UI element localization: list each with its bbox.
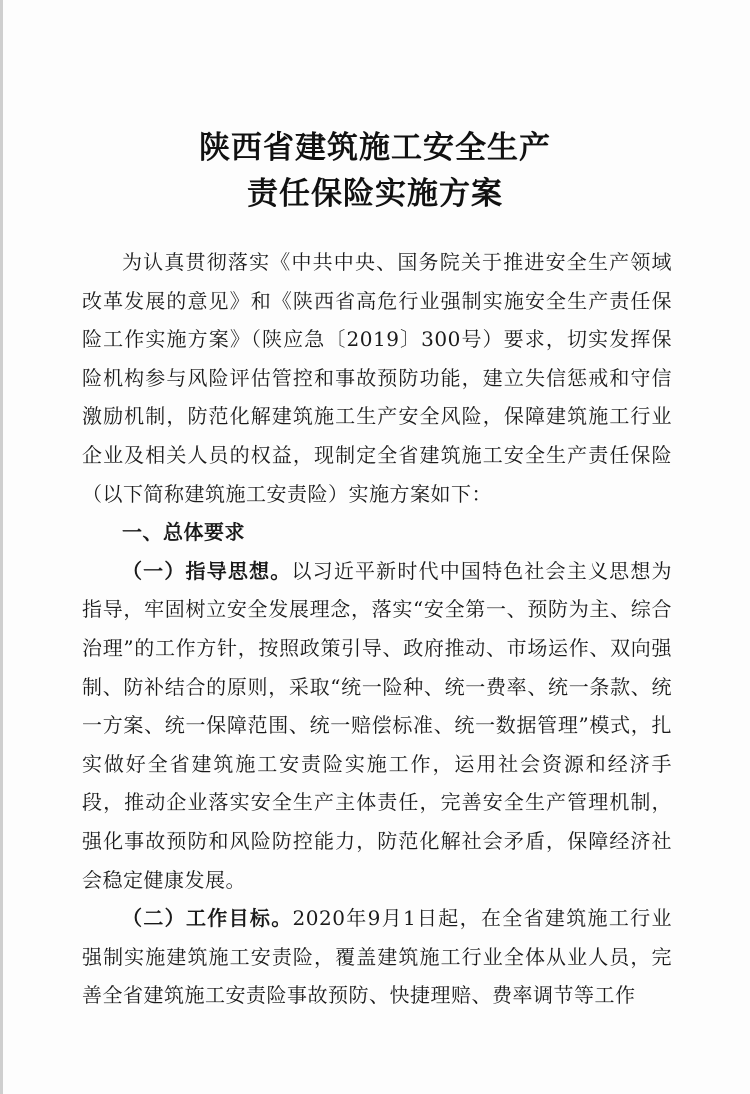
document-title-line-2: 责任保险实施方案: [247, 176, 503, 212]
work-goals-text: 2020年9月1日起，在全省建筑施工行业强制实施建筑施工安责险，覆盖建筑施工行业全体从业人员，完善全省建筑施工安责险事故预防、快捷理赔、费率调节等工作: [82, 906, 672, 1008]
intro-paragraph: 为认真贯彻落实《中共中央、国务院关于推进安全生产领域改革发展的意见》和《陕西省高危行业强制实施安全生产责任保险工作实施方案》（陕应急〔2019〕300号）要求，切实发挥保险机构参与风险评估管控和事故预防功能，建立失信惩戒和守信激励机制，防范化解建筑施工生产安全风险，保障建筑施工行业企业及相关人员的权益，现制定全省建筑施工安全生产责任保险（以下简称建筑施工安责险）实施方案如下：: [82, 250, 672, 506]
subheading-work-goals: （二）工作目标。: [122, 906, 293, 931]
paragraph-guiding-ideology: [82, 552, 672, 899]
document-title-line-1: 陕西省建筑施工安全生产: [199, 130, 551, 166]
document-body: [82, 243, 672, 1015]
paragraph-work-goals: [82, 899, 672, 1015]
guiding-ideology-text: 以习近平新时代中国特色社会主义思想为指导，牢固树立安全发展理念，落实“安全第一、预防为主、综合治理”的工作方针，按照政策引导、政府推动、市场运作、双向强制、防补结合的原则，采取“统一险种、统一费率、统一条款、统一方案、统一保障范围、统一赔偿标准、统一数据管理”模式，扎实做好全省建筑施工安责险实施工作，运用社会资源和经济手段，推动企业落实安全生产主体责任，完善安全生产管理机制，强化事故预防和风险防控能力，防范化解社会矛盾，保障经济社会稳定健康发展。: [82, 558, 673, 892]
section-heading-general-requirements: 一、总体要求: [122, 520, 245, 545]
subheading-guiding-ideology: （一）指导思想。: [122, 558, 292, 583]
